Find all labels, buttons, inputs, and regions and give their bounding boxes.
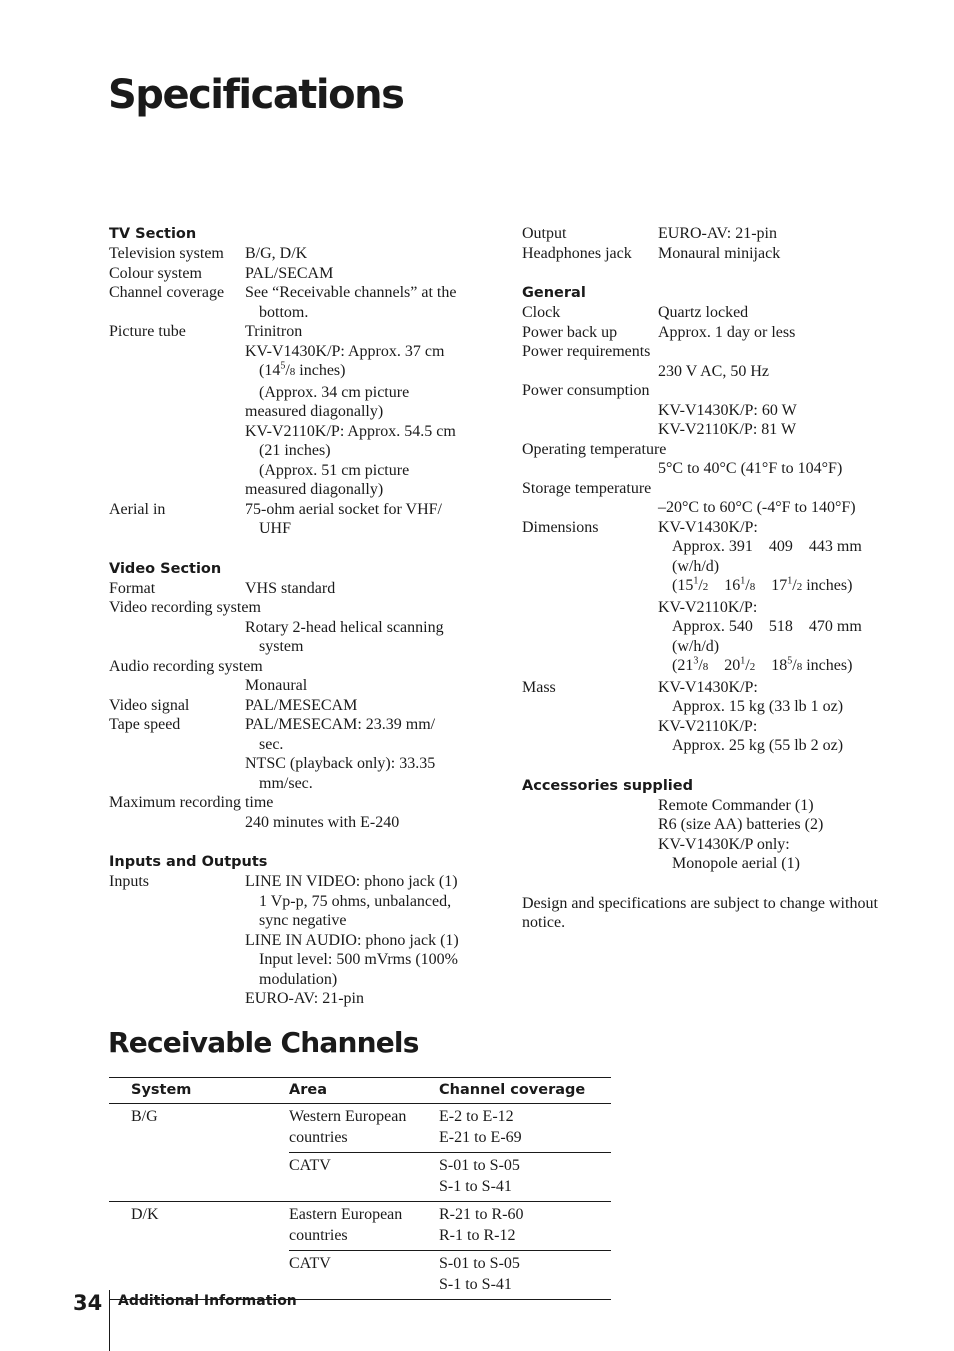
spec-row	[109, 264, 489, 284]
spec-line: (w/h/d)	[672, 557, 720, 575]
coverage-cell	[439, 1251, 611, 1300]
spec-line: KV-V2110K/P: 81 W	[658, 421, 797, 438]
fraction-num: 1	[693, 575, 699, 587]
notice-text: Design and specifications are subject to change without notice.	[522, 894, 878, 931]
spec-line: Rotary 2-head helical scanning	[245, 618, 444, 636]
spec-line: (Approx. 51 cm picture	[259, 461, 410, 479]
column-header: Area	[289, 1078, 439, 1104]
table-row	[109, 1202, 611, 1251]
spec-row	[522, 498, 882, 518]
spec-label: Power consumption	[522, 382, 650, 399]
coverage-line: E-2 to E-12	[439, 1108, 514, 1125]
spec-line: (w/h/d)	[672, 637, 720, 655]
spec-line: PAL/MESECAM: 23.39 mm/	[245, 716, 436, 733]
fraction-den: 8	[289, 366, 296, 378]
spec-row	[522, 303, 882, 323]
spec-value: B/G, D/K	[245, 245, 308, 262]
fraction-part: /	[745, 577, 750, 594]
spec-line	[658, 657, 852, 674]
spec-label: Power requirements	[522, 343, 651, 360]
spec-line: (Approx. 34 cm picture	[259, 383, 410, 401]
spec-row	[109, 813, 489, 833]
page-number: 34	[73, 1291, 103, 1315]
spec-line: system	[259, 638, 304, 655]
spec-value: 240 minutes with E-240	[245, 813, 400, 831]
area-line: countries	[289, 1227, 348, 1244]
area-line: Western European	[289, 1108, 407, 1125]
spec-label: Mass	[522, 678, 556, 696]
spec-value: VHS standard	[245, 579, 336, 597]
spec-value	[245, 283, 489, 322]
spec-line: EURO-AV: 21-pin	[245, 990, 364, 1007]
spec-line: Remote Commander (1)	[658, 796, 814, 814]
spec-row	[522, 796, 882, 874]
spec-label: Dimensions	[522, 518, 599, 536]
spec-line: measured diagonally)	[245, 403, 384, 420]
spec-line	[245, 362, 345, 379]
fraction-part: /	[698, 657, 703, 674]
spec-line: Monopole aerial (1)	[672, 855, 800, 872]
spec-label: Television system	[109, 245, 224, 262]
area-line: countries	[289, 1129, 348, 1146]
spec-label: Picture tube	[109, 323, 186, 340]
fraction-num: 1	[787, 575, 793, 587]
spec-label: Audio recording system	[109, 657, 263, 675]
spec-value: Monaural	[245, 677, 308, 694]
spec-line: KV-V1430K/P only:	[658, 835, 790, 853]
spec-row	[522, 244, 882, 264]
spec-line	[658, 577, 852, 594]
fraction-den: 8	[749, 581, 756, 593]
spec-label: Video recording system	[109, 599, 261, 616]
spec-row	[522, 323, 882, 343]
fraction-slash: /	[285, 362, 290, 379]
fraction-part: /	[698, 577, 703, 594]
area-cell	[289, 1104, 439, 1153]
spec-line: See “Receivable channels” at the	[245, 284, 457, 301]
fraction-part: /	[792, 577, 797, 594]
io-section-heading: Inputs and Outputs	[109, 854, 268, 870]
spec-value: PAL/MESECAM	[245, 696, 358, 714]
spec-line: Input level: 500 mVrms (100%	[259, 951, 459, 968]
video-section-heading: Video Section	[109, 560, 222, 577]
spec-label: Video signal	[109, 696, 190, 714]
spec-line: Approx. 391 409 443 mm	[672, 538, 862, 555]
fraction-den: 2	[796, 581, 803, 593]
spec-value	[245, 500, 489, 539]
spec-label: Headphones jack	[522, 244, 632, 262]
spec-row	[109, 715, 489, 793]
spec-line: LINE IN AUDIO: phono jack (1)	[245, 931, 459, 949]
spec-line: 75-ohm aerial socket for VHF/	[245, 500, 442, 518]
tv-section-heading: TV Section	[109, 226, 197, 242]
spec-row	[522, 362, 882, 382]
spec-value	[245, 715, 489, 793]
spec-value: Approx. 1 day or less	[658, 323, 796, 341]
fraction-part: inches)	[802, 657, 853, 674]
spec-value	[658, 401, 882, 440]
spec-label: Output	[522, 225, 567, 242]
spec-line: modulation)	[259, 970, 338, 988]
spec-value	[658, 678, 882, 756]
spec-label: Tape speed	[109, 716, 181, 733]
spec-value: EURO-AV: 21-pin	[658, 225, 777, 242]
spec-row	[109, 322, 489, 500]
spec-row	[522, 401, 882, 440]
spec-line: Approx. 540 518 470 mm	[672, 618, 862, 635]
spec-label: Clock	[522, 304, 561, 321]
spec-row	[109, 283, 489, 322]
system-cell: D/K	[109, 1202, 289, 1300]
spec-line: KV-V1430K/P: 60 W	[658, 401, 797, 419]
system-cell: B/G	[131, 1108, 158, 1125]
coverage-line: S-01 to S-05	[439, 1255, 520, 1272]
spec-line: R6 (size AA) batteries (2)	[658, 816, 824, 833]
spec-row	[109, 244, 489, 264]
spec-line: sync negative	[259, 912, 347, 929]
spec-line: KV-V2110K/P:	[658, 717, 758, 735]
spec-line: Approx. 25 kg (55 lb 2 oz)	[672, 737, 844, 754]
coverage-cell	[439, 1104, 611, 1153]
spec-row	[109, 579, 489, 599]
spec-label: Storage temperature	[522, 479, 652, 497]
fraction-part: (15	[672, 577, 694, 594]
spec-line: KV-V2110K/P: Approx. 54.5 cm	[245, 422, 456, 440]
coverage-line: E-21 to E-69	[439, 1129, 522, 1146]
spec-line: 1 Vp-p, 75 ohms, unbalanced,	[259, 892, 452, 910]
general-section-heading: General	[522, 285, 586, 301]
fraction-num: 1	[740, 655, 746, 667]
fraction-part: (14	[259, 362, 281, 379]
spec-row	[109, 872, 489, 1009]
spec-value	[245, 872, 489, 1009]
fraction-part: (21	[672, 657, 694, 674]
left-column	[109, 224, 489, 1009]
spec-row	[522, 224, 882, 244]
fraction-den: 2	[702, 581, 709, 593]
area-cell	[289, 1202, 439, 1251]
fraction-num: 1	[740, 575, 746, 587]
coverage-line: R-21 to R-60	[439, 1206, 524, 1223]
fraction-part: 20	[708, 657, 741, 674]
spec-line: LINE IN VIDEO: phono jack (1)	[245, 873, 458, 890]
spec-value	[658, 796, 882, 874]
receivable-channels-title: Receivable Channels	[108, 1026, 419, 1059]
spec-line: KV-V2110K/P:	[658, 598, 758, 616]
fraction-part: /	[792, 657, 797, 674]
column-header: Channel coverage	[439, 1078, 611, 1104]
spec-label: Power back up	[522, 323, 618, 341]
fraction-den: 8	[796, 661, 803, 673]
coverage-cell	[439, 1202, 611, 1251]
receivable-channels-table	[109, 1077, 611, 1300]
spec-value: Quartz locked	[658, 304, 749, 321]
area-cell: CATV	[289, 1251, 439, 1300]
spec-label: Channel coverage	[109, 284, 225, 301]
fraction-den: 2	[749, 661, 756, 673]
spec-label: Maximum recording time	[109, 794, 274, 811]
table-row	[109, 1104, 611, 1153]
spec-row	[109, 618, 489, 657]
spec-value: 5°C to 40°C (41°F to 104°F)	[658, 460, 843, 477]
coverage-cell	[439, 1153, 611, 1202]
coverage-line: S-1 to S-41	[439, 1276, 512, 1293]
spec-line: (21 inches)	[259, 442, 331, 459]
spec-value: Monaural minijack	[658, 244, 781, 262]
spec-value: –20°C to 60°C (-4°F to 140°F)	[658, 499, 856, 516]
spec-label: Colour system	[109, 264, 202, 282]
column-header: System	[109, 1078, 289, 1104]
area-cell: CATV	[289, 1153, 439, 1202]
spec-value: 230 V AC, 50 Hz	[658, 362, 769, 380]
fraction-num: 5	[280, 360, 286, 372]
spec-line: KV-V1430K/P: Approx. 37 cm	[245, 342, 445, 360]
fraction-part: 17	[755, 577, 788, 594]
spec-value	[245, 322, 489, 500]
spec-value	[658, 518, 882, 678]
page-title: Specifications	[108, 72, 404, 118]
fraction-num: 5	[787, 655, 793, 667]
spec-label: Operating temperature	[522, 440, 667, 458]
spec-row	[522, 678, 882, 756]
spec-line: bottom.	[259, 303, 309, 321]
spec-row	[109, 696, 489, 716]
spec-label: Aerial in	[109, 500, 166, 518]
spec-line: UHF	[259, 520, 292, 537]
spec-line: Trinitron	[245, 323, 303, 340]
spec-line: mm/sec.	[259, 774, 313, 792]
footer-divider	[109, 1290, 110, 1351]
right-column	[522, 224, 882, 933]
fraction-num: 3	[693, 655, 699, 667]
spec-line: Approx. 15 kg (33 lb 1 oz)	[672, 698, 844, 715]
table-header-row	[109, 1078, 611, 1104]
fraction-part: inches)	[802, 577, 853, 594]
spec-line: sec.	[259, 735, 284, 753]
fraction-part: inches)	[295, 362, 346, 379]
spec-value	[245, 618, 489, 657]
spec-label: Format	[109, 579, 156, 597]
spec-line: NTSC (playback only): 33.35	[245, 755, 436, 772]
coverage-line: S-1 to S-41	[439, 1178, 512, 1195]
footer-section-label: Additional Information	[118, 1293, 297, 1309]
accessories-heading: Accessories supplied	[522, 777, 693, 794]
spec-row	[522, 459, 882, 479]
fraction-part: 18	[755, 657, 788, 674]
spec-row	[109, 500, 489, 539]
spec-line: measured diagonally)	[245, 481, 384, 498]
fraction-den: 8	[702, 661, 709, 673]
area-line: Eastern European	[289, 1206, 403, 1223]
fraction-part: /	[745, 657, 750, 674]
spec-label: Inputs	[109, 873, 149, 890]
spec-line: KV-V1430K/P:	[658, 678, 758, 696]
coverage-line: S-01 to S-05	[439, 1157, 520, 1174]
spec-line: KV-V1430K/P:	[658, 518, 758, 536]
spec-row	[522, 518, 882, 678]
coverage-line: R-1 to R-12	[439, 1227, 516, 1244]
fraction-part: 16	[708, 577, 741, 594]
spec-value: PAL/SECAM	[245, 264, 334, 282]
spec-row	[109, 676, 489, 696]
